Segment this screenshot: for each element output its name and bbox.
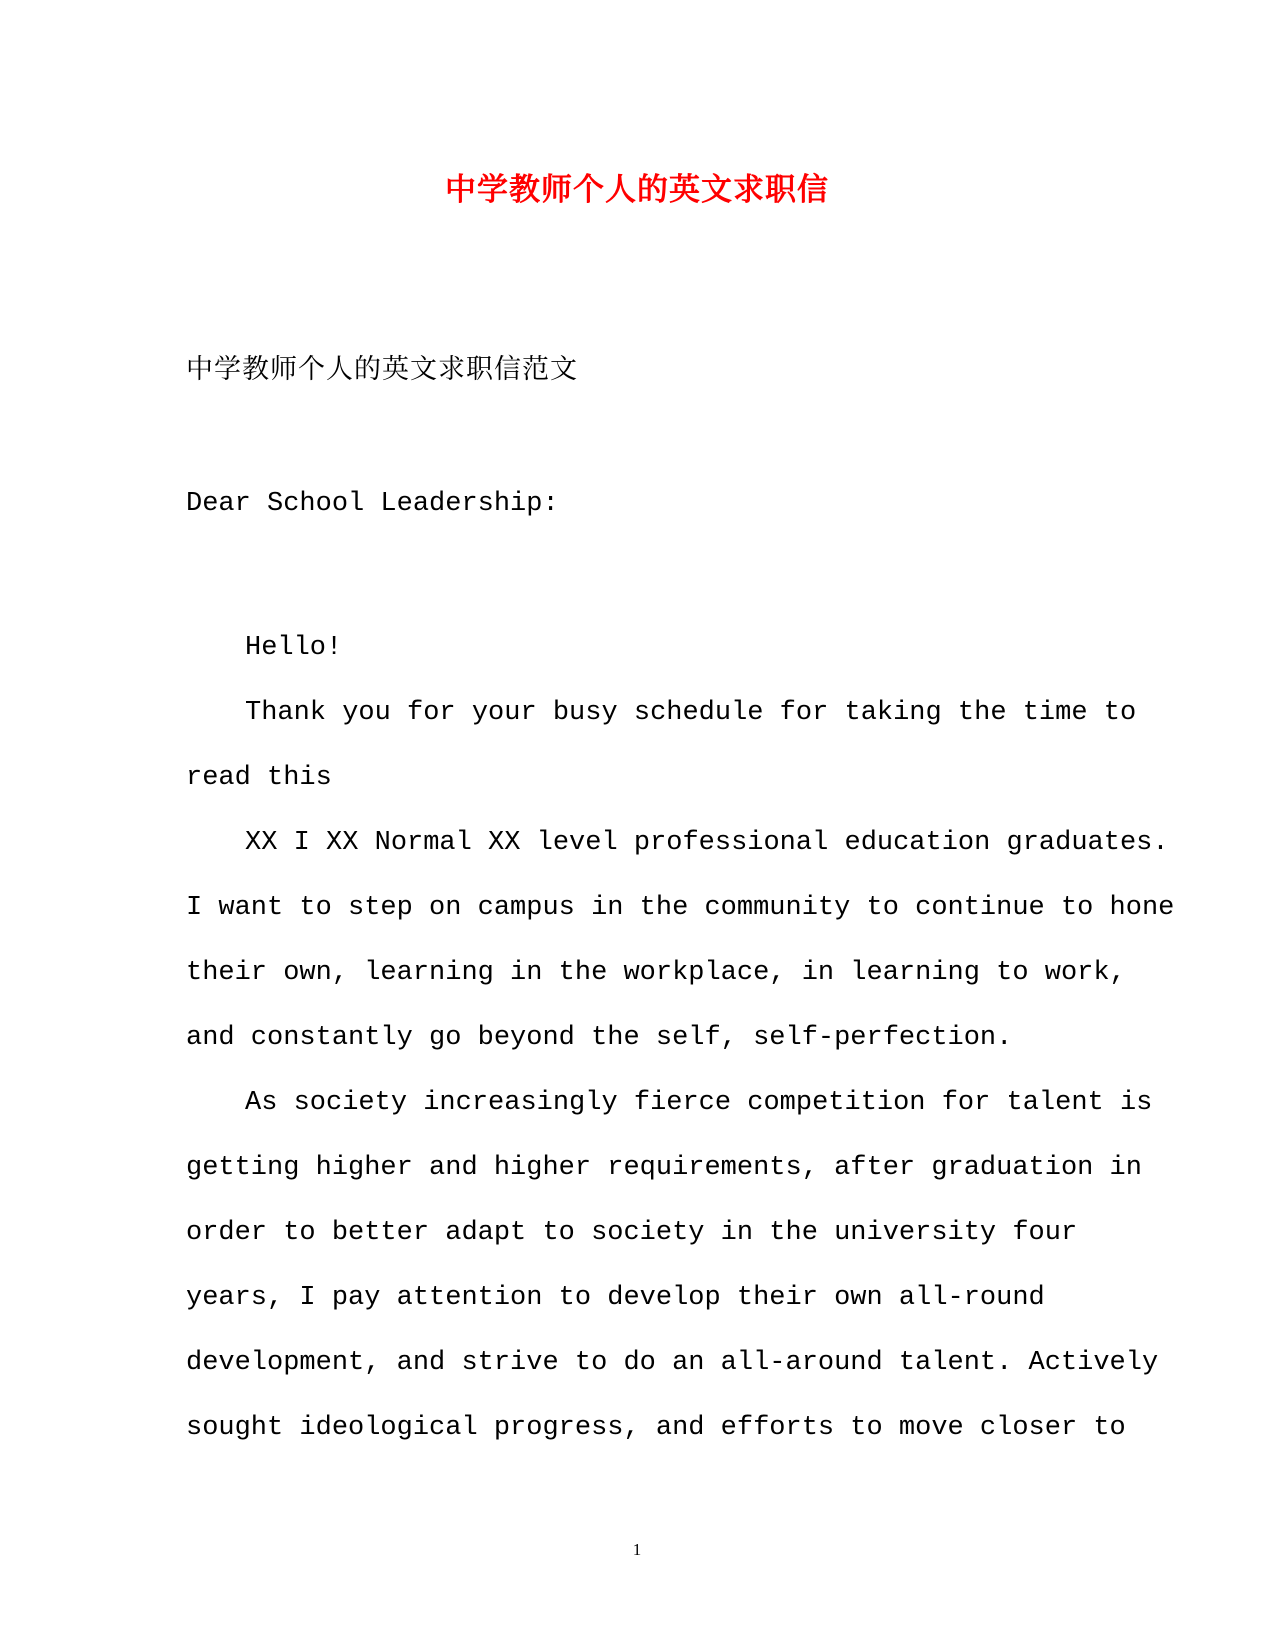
letter-salutation: Dear School Leadership:	[186, 489, 559, 519]
body-line: development, and strive to do an all-around talent. Actively	[186, 1348, 1159, 1378]
document-title: 中学教师个人的英文求职信	[445, 172, 829, 208]
page-number: 1	[632, 1540, 642, 1559]
body-line: their own, learning in the workplace, in learning to work,	[186, 958, 1126, 988]
body-line: As society increasingly fierce competition for talent is	[245, 1088, 1153, 1118]
body-line: read this	[186, 763, 332, 793]
body-line: sought ideological progress, and efforts to move closer to	[186, 1413, 1126, 1443]
document-subtitle: 中学教师个人的英文求职信范文	[186, 354, 578, 385]
body-line: getting higher and higher requirements, after graduation in	[186, 1153, 1142, 1183]
body-line: Thank you for your busy schedule for taking the time to	[245, 698, 1137, 728]
letter-body	[186, 616, 1175, 1461]
body-line: Hello!	[245, 633, 343, 663]
body-line: order to better adapt to society in the university four	[186, 1218, 1078, 1248]
body-line: XX I XX Normal XX level professional education graduates.	[245, 828, 1169, 858]
body-line: I want to step on campus in the community to continue to hone	[186, 893, 1175, 923]
body-line: and constantly go beyond the self, self-perfection.	[186, 1023, 1013, 1053]
body-line: years, I pay attention to develop their own all-round	[186, 1283, 1045, 1313]
